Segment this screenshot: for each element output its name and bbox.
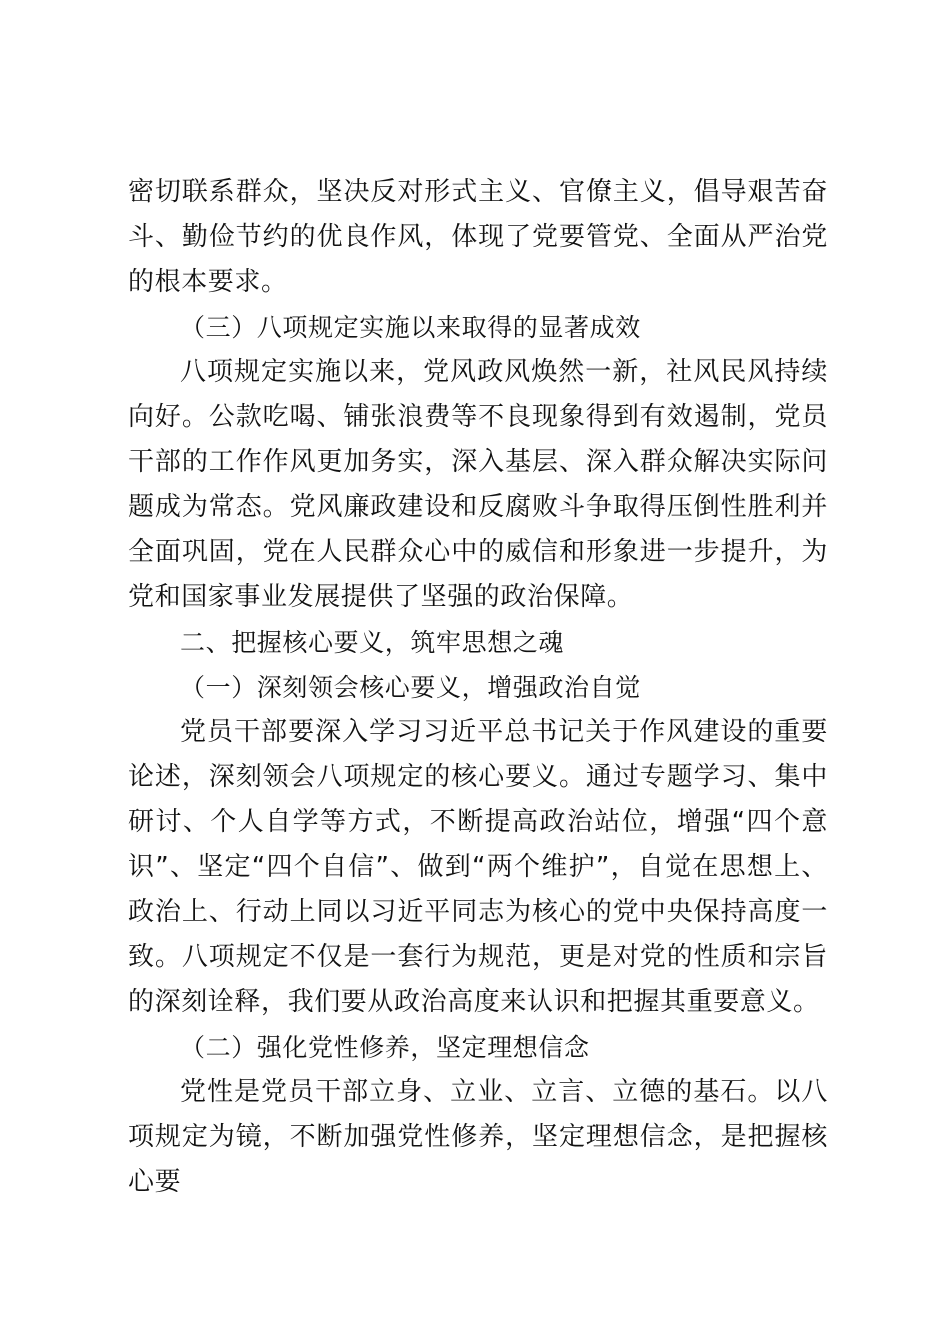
body-paragraph: 党员干部要深入学习习近平总书记关于作风建设的重要论述，深刻领会八项规定的核心要义。通过专题学习、集中研讨、个人自学等方式，不断提高政治站位，增强“四个意识”、坚定“四个自信”、做到“两个维护”，自觉在思想上、政治上、行动上同以习近平同志为核心的党中央保持高度一致。八项规定不仅是一套行为规范，更是对党的性质和宗旨的深刻诠释，我们要从政治高度来认识和把握其重要意义。 [128,717,828,1017]
subheading-party-spirit: （二）强化党性修养，坚定理想信念 [180,1033,590,1062]
subheading-achievements: （三）八项规定实施以来取得的显著成效 [180,313,641,342]
subheading-political-awareness: （一）深刻领会核心要义，增强政治自觉 [180,673,641,702]
body-paragraph: 党性是党员干部立身、立业、立言、立德的基石。以八项规定为镜，不断加强党性修养，坚定理想信念，是把握核心要 [128,1077,828,1197]
body-paragraph: 八项规定实施以来，党风政风焕然一新，社风民风持续向好。公款吃喝、铺张浪费等不良现象得到有效遏制，党员干部的工作作风更加务实，深入基层、深入群众解决实际问题成为常态。党风廉政建设和反腐败斗争取得压倒性胜利并全面巩固，党在人民群众心中的威信和形象进一步提升，为党和国家事业发展提供了坚强的政治保障。 [128,357,828,612]
body-paragraph: 密切联系群众，坚决反对形式主义、官僚主义，倡导艰苦奋斗、勤俭节约的优良作风，体现了党要管党、全面从严治党的根本要求。 [128,177,828,297]
document-body [128,170,828,1205]
section-heading-core-essence: 二、把握核心要义，筑牢思想之魂 [180,628,565,657]
